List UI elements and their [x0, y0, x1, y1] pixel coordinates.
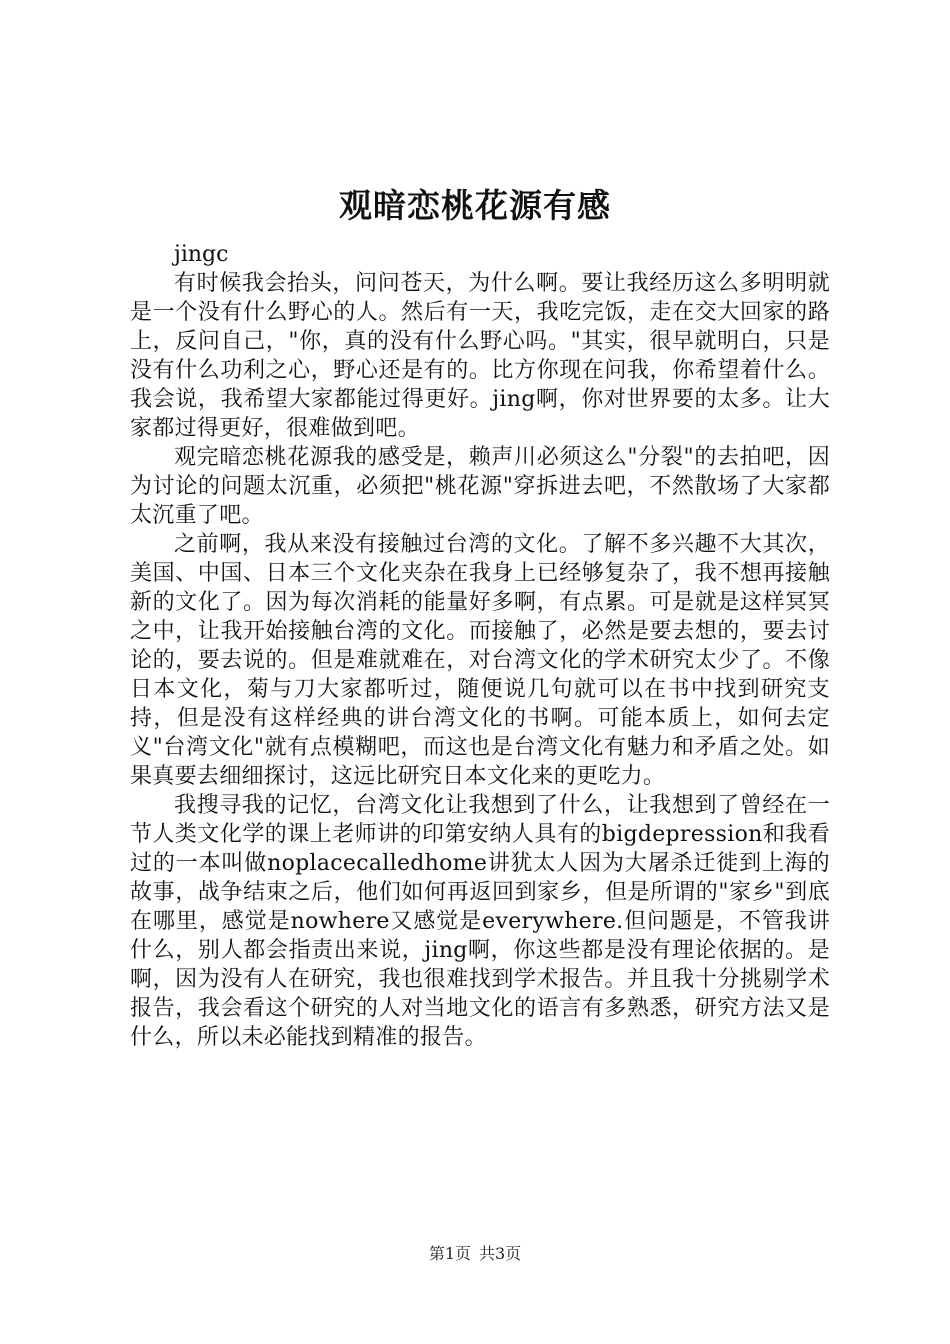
document-body [130, 240, 830, 1052]
page-total: 共3页 [479, 1244, 522, 1263]
paragraph-3: 之前啊，我从来没有接触过台湾的文化。了解不多兴趣不大其次，美国、中国、日本三个文化夹杂在我身上已经够复杂了，我不想再接触新的文化了。因为每次消耗的能量好多啊，有点累。可是就是这样冥冥之中，让我开始接触台湾的文化。而接触了，必然是要去想的，要去讨论的，要去说的。但是难就难在，对台湾文化的学术研究太少了。不像日本文化，菊与刀大家都听过，随便说几句就可以在书中找到研究支持，但是没有这样经典的讲台湾文化的书啊。可能本质上，如何去定义"台湾文化"就有点模糊吧，而这也是台湾文化有魅力和矛盾之处。如果真要去细细探讨，这远比研究日本文化来的更吃力。 [130, 532, 830, 789]
document-title: 观暗恋桃花源有感 [339, 186, 611, 225]
paragraph-4: 我搜寻我的记忆，台湾文化让我想到了什么，让我想到了曾经在一节人类文化学的课上老师讲的印第安纳人具有的bigdepression和我看过的一本叫做noplacecalledhome讲犹太人因为大屠杀迁徙到上海的故事，战争结束之后，他们如何再返回到家乡，但是所谓的"家乡"到底在哪里，感觉是nowhere又感觉是everywhere.但问题是，不管我讲什么，别人都会指责出来说，jing啊，你这些都是没有理论依据的。是啊，因为没有人在研究，我也很难找到学术报告。并且我十分挑剔学术报告，我会看这个研究的人对当地文化的语言有多熟悉，研究方法又是什么，所以未必能找到精准的报告。 [130, 793, 830, 1050]
author-name: jingc [174, 242, 229, 267]
paragraph-2: 观完暗恋桃花源我的感受是，赖声川必须这么"分裂"的去拍吧，因为讨论的问题太沉重，必须把"桃花源"穿拆进去吧，不然散场了大家都太沉重了吧。 [130, 445, 830, 528]
page-number: 第1页 [428, 1244, 471, 1263]
page-footer [0, 1243, 950, 1265]
paragraph-1: 有时候我会抬头，问问苍天，为什么啊。要让我经历这么多明明就是一个没有什么野心的人。然后有一天，我吃完饭，走在交大回家的路上，反问自己，"你，真的没有什么野心吗。"其实，很早就明白，只是没有什么功利之心，野心还是有的。比方你现在问我，你希望着什么。我会说，我希望大家都能过得更好。jing啊，你对世界要的太多。让大家都过得更好，很难做到吧。 [130, 271, 830, 441]
